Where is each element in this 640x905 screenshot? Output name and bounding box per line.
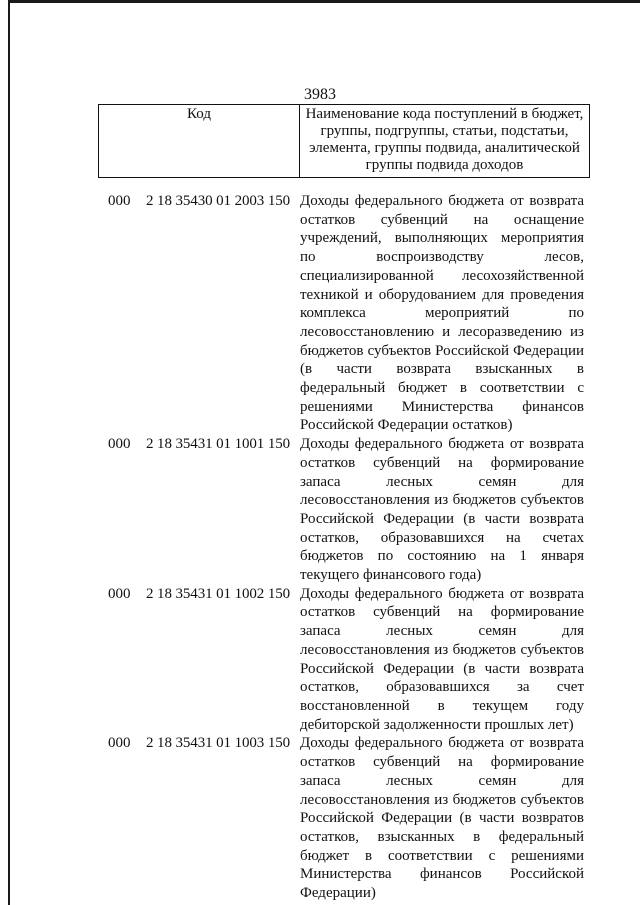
- revenue-description: Доходы федерального бюджета от возврата остатков субвенций на оснащение учреждений, выполняющих мероприятия по воспроизводству лесов, специализированной лесохозяйственной техникой и оборудованием для проведения комплекса мероприятий по лесовосстановлению и лесоразведению из бюджетов субъектов Российской Федерации (в части возврата взысканных в федеральный бюджет в соответствии с решениями Министерства финансов Российской Федерации остатков): [300, 193, 584, 434]
- table-row: [98, 734, 598, 902]
- scan-edge-top: [8, 0, 640, 3]
- revenue-code: 2 18 35431 01 1001 150: [146, 436, 291, 453]
- table-body: [98, 192, 598, 903]
- table-header-row: [99, 105, 590, 178]
- header-code-cell: Код: [99, 105, 300, 178]
- table-row: [98, 435, 598, 585]
- revenue-description: Доходы федерального бюджета от возврата остатков субвенций на формирование запаса лесных семян для лесовосстановления из бюджетов субъектов Российской Федерации (в части возвратов остатков, взысканных в федеральный бюджет в соответствии с решениями Министерства финансов Российской Федерации): [300, 735, 584, 902]
- admin-code: 000: [108, 735, 131, 752]
- admin-code: 000: [108, 436, 131, 453]
- admin-code: 000: [108, 585, 131, 602]
- header-name-cell: Наименование кода поступлений в бюджет, группы, подгруппы, статьи, подстатьи, элемента, группы подвида, аналитической группы подвида доходов: [300, 105, 590, 178]
- table-row: [98, 585, 598, 735]
- scan-edge-left: [8, 0, 10, 905]
- revenue-code: 2 18 35431 01 1002 150: [146, 585, 291, 602]
- admin-code: 000: [108, 193, 131, 209]
- table-header: [98, 104, 590, 178]
- revenue-code: 2 18 35431 01 1003 150: [146, 735, 291, 752]
- revenue-description: Доходы федерального бюджета от возврата остатков субвенций на формирование запаса лесных семян для лесовосстановления из бюджетов субъектов Российской Федерации (в части возврата остатков, образовавшихся за счет восстановленной в текущем году дебиторской задолженности прошлых лет): [300, 585, 584, 733]
- revenue-code: 2 18 35430 01 2003 150: [146, 193, 291, 209]
- page-number: 3983: [304, 86, 336, 103]
- table-row: [98, 192, 598, 435]
- revenue-description: Доходы федерального бюджета от возврата остатков субвенций на формирование запаса лесных семян для лесовосстановления из бюджетов субъектов Российской Федерации (в части возврата остатков, образовавшихся на счетах бюджетов по состоянию на 1 января текущего финансового года): [300, 436, 584, 584]
